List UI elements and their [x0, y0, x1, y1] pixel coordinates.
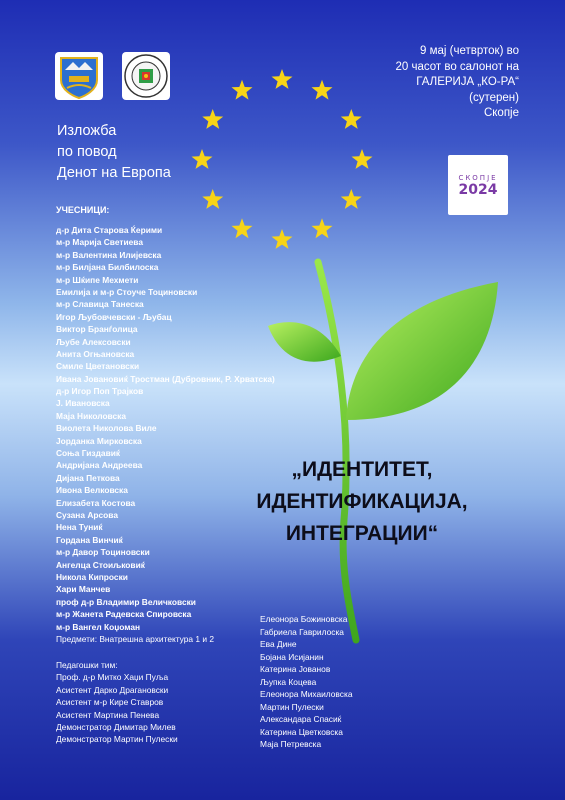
participant: Сузана Арсова: [56, 509, 118, 520]
participant: д-р Дита Старова Ќерими: [56, 225, 163, 235]
participant: Љубе Алексовски: [56, 336, 131, 347]
faculty-seal-logo: [122, 52, 170, 100]
student: Елеонора Божиновска: [260, 614, 348, 624]
participant: Анита Огњановска: [56, 348, 135, 359]
heading-line: по повод: [57, 144, 117, 160]
exhibition-heading: [57, 121, 171, 184]
participant: Ангелца Стоиљковиќ: [56, 559, 145, 570]
star-icon: [341, 189, 362, 209]
student: Маја Петревска: [260, 739, 322, 749]
participant: м-р Валентина Илијевска: [56, 249, 162, 260]
participant: Смиле Цветановски: [56, 361, 140, 372]
skopje-2024-badge: [448, 155, 508, 215]
large-leaf: [346, 282, 498, 420]
team-line: Демонстратор Мартин Пулески: [56, 734, 178, 745]
participant: Виктор Бранѓолица: [56, 324, 138, 335]
event-line: (сутерен): [469, 91, 519, 104]
participant: Ј. Ивановска: [56, 398, 110, 409]
subject-line: Предмети: Внатрешна архитектура 1 и 2: [56, 634, 215, 644]
participant: Игор Љубовчевски - Љубац: [56, 311, 172, 322]
participant: Гордана Винчиќ: [56, 534, 123, 545]
participant: Никола Кипроски: [56, 571, 128, 582]
participants-list: [56, 224, 275, 633]
participant: м-р Вангел Коџоман: [56, 621, 141, 632]
participant: м-р Славица Танеска: [56, 299, 144, 310]
participant: м-р Билјана Билбилоска: [56, 262, 159, 273]
star-icon: [352, 149, 373, 169]
eu-star-circle: [192, 69, 373, 249]
participant: Јорданка Мирковска: [56, 435, 142, 446]
student: Ева Дине: [260, 639, 297, 649]
students-list: [260, 613, 353, 751]
heading-line: Денот на Европа: [57, 165, 171, 181]
event-line: 20 часот во салонот на: [395, 60, 519, 73]
participant: Маја Николовска: [56, 410, 127, 421]
participant: м-р Жанета Радевска Спировска: [56, 609, 192, 620]
team-line: Демонстратор Димитар Милев: [56, 721, 176, 732]
participant: Елизабета Костова: [56, 497, 136, 508]
student: Бојана Исијанин: [260, 651, 324, 662]
student: Катерина Јованов: [260, 664, 331, 674]
participant: Нена Туниќ: [56, 522, 103, 533]
event-info: [395, 44, 519, 122]
coat-of-arms-logo: [55, 52, 103, 100]
student: Елеонора Михаиловска: [260, 689, 353, 699]
student: Катерина Цветковска: [260, 726, 343, 737]
participant: м-р Шќипе Мехмети: [56, 274, 139, 285]
team-line: Асистент Дарко Драгановски: [56, 684, 169, 695]
team-line: Асистент Мартина Пенева: [56, 709, 160, 720]
participant: м-р Давор Тоциновски: [56, 547, 150, 558]
event-line: ГАЛЕРИЈА „КО-РА“: [416, 76, 519, 88]
star-icon: [202, 189, 223, 209]
heading-line: Изложба: [57, 123, 117, 139]
event-line: 9 мај (четврток) во: [420, 45, 519, 57]
title-line: „ИДЕНТИТЕТ,: [291, 458, 433, 481]
participant: Андријана Андреева: [56, 460, 143, 471]
star-icon: [341, 109, 362, 129]
star-icon: [272, 69, 293, 89]
plant-stem: [318, 262, 356, 640]
title-line: ИДЕНТИФИКАЦИЈА,: [256, 490, 468, 513]
participant: Емилија и м-р Стоуче Тоциновски: [56, 286, 198, 297]
star-icon: [202, 109, 223, 129]
team-line: Асистент м-р Кире Ставров: [56, 697, 164, 708]
student: Љупка Коцева: [260, 676, 317, 687]
participant: Виолета Николова Виле: [56, 423, 157, 434]
star-icon: [192, 149, 213, 169]
student: Мартин Пулески: [260, 701, 324, 712]
pedagogical-team: [56, 659, 178, 746]
badge-top-text: СКОПЈЕ: [458, 174, 498, 182]
participants-title: УЧЕСНИЦИ:: [56, 205, 110, 215]
badge-year: 2024: [458, 182, 498, 198]
participant: Ивона Велковска: [56, 485, 128, 496]
participant: Дијана Петкова: [56, 472, 120, 483]
event-line: Скопје: [483, 107, 519, 119]
participant: д-р Игор Поп Трајков: [56, 386, 144, 397]
participant: Соња Гиздавиќ: [56, 448, 121, 459]
star-icon: [232, 80, 253, 100]
student: Александара Спасиќ: [260, 714, 342, 724]
participant: проф д-р Владимир Величковски: [56, 596, 196, 607]
title-line: ИНТЕГРАЦИИ“: [285, 522, 439, 545]
participant: м-р Марија Светиева: [56, 237, 143, 248]
participant: Хари Манчев: [56, 584, 111, 595]
team-line: Проф. д-р Митко Хаџи Пуља: [56, 672, 169, 683]
exhibition-title: [222, 454, 502, 550]
star-icon: [312, 218, 333, 238]
star-icon: [312, 80, 333, 100]
student: Габриела Гаврилоска: [260, 626, 344, 637]
participant: Ивана Јовановиќ Тростман (Дубровник, Р. Хрватска): [56, 373, 275, 384]
team-line: Педагошки тим:: [56, 660, 118, 670]
